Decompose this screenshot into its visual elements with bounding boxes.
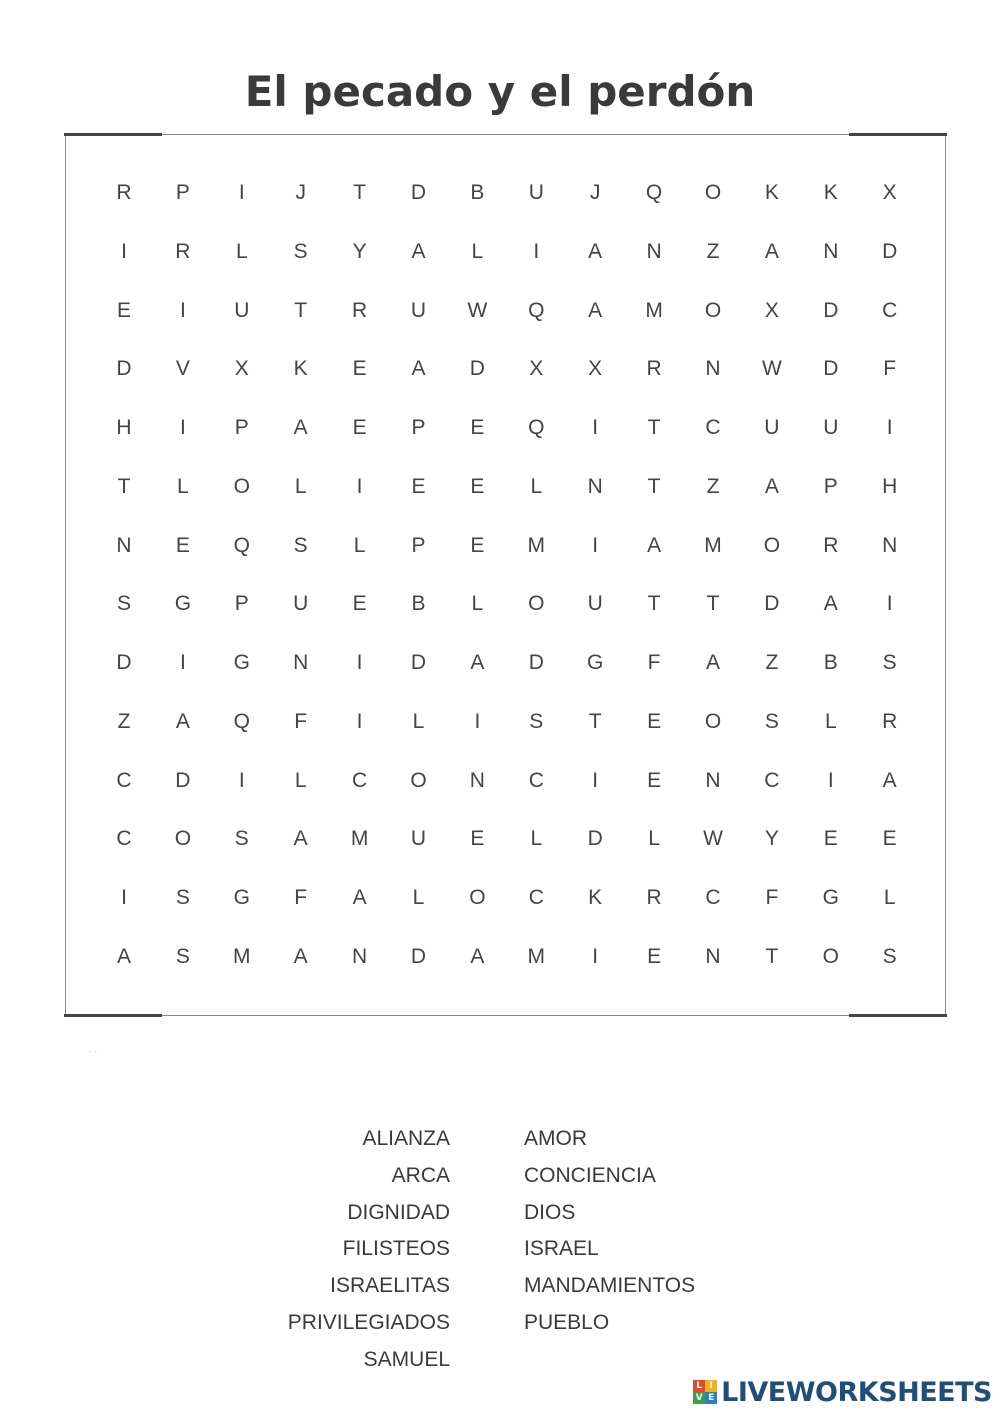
word-list-right	[524, 1121, 695, 1342]
grid-letter[interactable]: Y	[352, 239, 367, 263]
grid-letter[interactable]: M	[527, 533, 546, 557]
grid-letter[interactable]: S	[882, 944, 897, 968]
grid-letter[interactable]: Z	[706, 474, 720, 498]
grid-letter[interactable]: E	[470, 416, 485, 439]
word-list-item: FILISTEOS	[342, 1237, 450, 1261]
grid-letter[interactable]: A	[175, 709, 190, 733]
grid-letter[interactable]: K	[588, 886, 603, 909]
grid-letter[interactable]: F	[647, 651, 661, 674]
grid-letter[interactable]: Z	[117, 709, 131, 733]
grid-letter[interactable]: M	[704, 533, 722, 557]
grid-letter[interactable]: K	[293, 357, 308, 381]
grid-letter[interactable]: B	[411, 592, 426, 616]
grid-letter[interactable]: I	[121, 239, 127, 263]
grid-letter[interactable]: I	[238, 768, 245, 792]
grid-letter[interactable]: N	[705, 768, 721, 792]
grid-letter[interactable]: R	[352, 298, 368, 322]
grid-letter[interactable]: B	[823, 651, 838, 674]
word-list-item: ARCA	[391, 1163, 450, 1187]
grid-letter[interactable]: I	[592, 533, 599, 557]
grid-letter[interactable]: F	[765, 886, 779, 909]
word-list-item: DIGNIDAD	[347, 1200, 450, 1224]
word-list-item: CONCIENCIA	[524, 1163, 656, 1187]
grid-letter[interactable]: O	[704, 298, 722, 322]
grid-letter[interactable]: T	[647, 416, 661, 439]
grid-letter[interactable]: C	[882, 298, 898, 322]
grid-letter[interactable]: D	[587, 827, 603, 851]
grid-letter[interactable]: P	[411, 416, 426, 439]
grid-letter[interactable]: N	[705, 944, 721, 968]
logo-tile: E	[705, 1392, 717, 1404]
grid-letter[interactable]: J	[295, 181, 306, 204]
word-list-item: AMOR	[524, 1127, 587, 1150]
grid-letter[interactable]: I	[356, 474, 363, 498]
grid-letter[interactable]: A	[411, 239, 426, 263]
logo-tile: V	[693, 1392, 705, 1404]
grid-letter[interactable]: U	[587, 592, 603, 616]
grid-letter[interactable]: S	[293, 239, 308, 263]
grid-letter[interactable]: G	[233, 651, 250, 674]
grid-letter[interactable]: A	[705, 651, 720, 674]
grid-letter[interactable]: N	[646, 239, 662, 263]
word-list-item: SAMUEL	[363, 1347, 450, 1371]
grid-letter[interactable]: D	[410, 181, 427, 204]
grid-letter[interactable]: N	[882, 533, 898, 557]
grid-letter[interactable]: A	[764, 474, 779, 498]
grid-letter[interactable]: C	[705, 416, 721, 439]
liveworksheets-logo[interactable]	[693, 1374, 992, 1410]
grid-letter[interactable]: T	[117, 474, 131, 498]
grid-letter[interactable]: I	[474, 709, 481, 733]
grid-letter[interactable]: P	[823, 474, 838, 498]
grid-letter[interactable]: I	[533, 239, 540, 263]
grid-letter[interactable]: E	[175, 533, 190, 557]
grid-letter[interactable]: E	[882, 827, 897, 851]
grid-letter[interactable]: E	[352, 592, 367, 616]
grid-letter[interactable]: K	[823, 181, 838, 204]
grid-letter[interactable]: T	[294, 298, 308, 322]
grid-letter[interactable]: M	[233, 944, 251, 968]
grid-letter[interactable]: E	[470, 533, 485, 557]
grid-letter[interactable]: C	[352, 768, 368, 792]
grid-letter[interactable]: V	[175, 357, 190, 381]
grid-letter[interactable]: Q	[528, 416, 545, 439]
grid-letter[interactable]: O	[174, 827, 192, 851]
grid-letter[interactable]: O	[822, 944, 839, 968]
grid-letter[interactable]: D	[116, 651, 132, 674]
grid-letter[interactable]: D	[528, 651, 544, 674]
grid-letter[interactable]: N	[705, 357, 721, 381]
word-list-item: MANDAMIENTOS	[524, 1274, 696, 1298]
grid-letter[interactable]: E	[116, 298, 131, 322]
grid-letter[interactable]: A	[470, 651, 485, 674]
grid-letter[interactable]: H	[116, 416, 132, 439]
grid-letter[interactable]: T	[588, 709, 602, 733]
grid-letter[interactable]: A	[352, 886, 367, 909]
grid-letter[interactable]: W	[467, 298, 488, 322]
grid-letter[interactable]: G	[174, 592, 192, 616]
grid-letter[interactable]: D	[764, 592, 780, 616]
grid-letter[interactable]: P	[234, 592, 249, 616]
grid-letter[interactable]: T	[647, 474, 661, 498]
grid-letter[interactable]: W	[703, 827, 723, 851]
grid-letter[interactable]: L	[530, 474, 543, 498]
grid-letter[interactable]: C	[116, 827, 132, 851]
scan-smudge: · ·	[88, 1046, 98, 1057]
grid-letter[interactable]: R	[823, 533, 839, 557]
grid-letter[interactable]: L	[471, 592, 484, 616]
grid-letter[interactable]: S	[293, 533, 308, 557]
grid-letter[interactable]: I	[179, 298, 186, 322]
grid-letter[interactable]: L	[235, 239, 248, 263]
grid-letter[interactable]: F	[883, 357, 897, 381]
grid-letter[interactable]: E	[411, 474, 426, 498]
grid-letter[interactable]: H	[882, 474, 898, 498]
grid-letter[interactable]: L	[412, 709, 425, 733]
grid-letter[interactable]: R	[116, 181, 132, 204]
grid-letter[interactable]: P	[411, 533, 426, 557]
grid-letter[interactable]: N	[587, 474, 603, 498]
grid-letter[interactable]: L	[883, 886, 896, 909]
grid-letter[interactable]: T	[765, 944, 779, 968]
grid-letter[interactable]: C	[528, 886, 544, 909]
grid-letter[interactable]: Y	[764, 827, 779, 851]
grid-letter[interactable]: U	[528, 181, 544, 204]
grid-letter[interactable]: I	[121, 886, 127, 909]
logo-tile: L	[693, 1380, 705, 1392]
grid-letter[interactable]: L	[177, 474, 189, 498]
grid-letter[interactable]: D	[410, 944, 427, 968]
grid-letter[interactable]: A	[293, 827, 308, 851]
word-list-left	[288, 1121, 450, 1379]
grid-letter[interactable]: O	[704, 709, 722, 733]
grid-letter[interactable]: A	[647, 533, 662, 557]
grid-letter[interactable]: B	[470, 181, 485, 204]
grid-letter[interactable]: M	[350, 827, 369, 851]
grid-letter[interactable]: O	[233, 474, 250, 498]
grid-letter[interactable]: F	[294, 709, 308, 733]
grid-letter[interactable]: I	[356, 709, 363, 733]
grid-letter[interactable]: X	[234, 357, 249, 381]
grid-letter[interactable]: G	[587, 651, 604, 674]
grid-letter[interactable]: L	[530, 827, 543, 851]
grid-letter[interactable]: X	[882, 181, 897, 204]
grid-letter[interactable]: N	[352, 944, 368, 968]
grid-letter[interactable]: T	[647, 592, 661, 616]
grid-letter[interactable]: N	[469, 768, 485, 792]
grid-letter[interactable]: X	[588, 357, 603, 381]
grid-letter[interactable]: O	[410, 768, 427, 792]
grid-letter[interactable]: D	[175, 768, 191, 792]
brand-name: LIVEWORKSHEETS	[721, 1376, 992, 1408]
grid-letter[interactable]: U	[410, 827, 427, 851]
grid-letter[interactable]: U	[823, 416, 839, 439]
grid-letter[interactable]: E	[647, 709, 662, 733]
grid-letter[interactable]: D	[410, 651, 427, 674]
grid-letter[interactable]: A	[470, 944, 485, 968]
grid-letter[interactable]: C	[705, 886, 721, 909]
grid-letter[interactable]: E	[823, 827, 838, 851]
grid-letter[interactable]: E	[352, 357, 367, 381]
grid-letter[interactable]: T	[706, 592, 720, 616]
grid-letter[interactable]: Q	[645, 181, 663, 204]
grid-letter[interactable]: F	[294, 886, 308, 909]
grid-letter[interactable]: L	[353, 533, 366, 557]
grid-letter[interactable]: M	[645, 298, 663, 322]
grid-letter[interactable]: A	[764, 239, 779, 263]
grid-letter[interactable]: E	[647, 768, 662, 792]
grid-letter[interactable]: A	[116, 944, 131, 968]
logo-tile: I	[705, 1380, 717, 1392]
word-list-item: ISRAEL	[524, 1237, 599, 1261]
grid-letter[interactable]: A	[882, 768, 897, 792]
worksheet-title: El pecado y el perdón	[244, 67, 756, 116]
grid-letter[interactable]: L	[648, 827, 660, 851]
grid-letter[interactable]: S	[116, 592, 131, 616]
grid-letter[interactable]: Z	[706, 239, 720, 263]
grid-letter[interactable]: I	[592, 416, 599, 439]
grid-letter[interactable]: E	[647, 944, 662, 968]
grid-letter[interactable]: X	[764, 298, 779, 322]
grid-letter[interactable]: U	[410, 298, 427, 322]
grid-letter[interactable]: I	[179, 651, 186, 674]
grid-letter[interactable]: W	[761, 357, 782, 381]
grid-letter[interactable]: C	[116, 768, 132, 792]
grid-letter[interactable]: I	[886, 592, 893, 616]
grid-letter[interactable]: I	[592, 768, 599, 792]
grid-letter[interactable]: L	[294, 768, 307, 792]
grid-letter[interactable]: S	[764, 709, 779, 733]
grid-letter[interactable]: M	[527, 944, 546, 968]
word-list-item: PUEBLO	[524, 1310, 610, 1334]
grid-letter[interactable]: U	[234, 298, 250, 322]
grid-letter[interactable]: I	[827, 768, 834, 792]
grid-letter[interactable]: G	[822, 886, 839, 909]
word-list-item: DIOS	[524, 1200, 576, 1224]
grid-letter[interactable]: Q	[528, 298, 545, 322]
grid-letter[interactable]: L	[824, 709, 837, 733]
grid-letter[interactable]: K	[764, 181, 779, 204]
grid-letter[interactable]: L	[412, 886, 425, 909]
liveworksheets-icon	[693, 1380, 717, 1404]
grid-letter[interactable]: I	[592, 944, 599, 968]
grid-letter[interactable]: L	[471, 239, 484, 263]
grid-letter[interactable]: S	[234, 827, 249, 851]
word-list-item: ISRAELITAS	[330, 1274, 450, 1298]
grid-letter[interactable]: A	[588, 239, 603, 263]
grid-letter[interactable]: I	[886, 416, 893, 439]
grid-letter[interactable]: E	[470, 827, 485, 851]
grid-letter[interactable]: O	[469, 886, 486, 909]
grid-letter[interactable]: I	[356, 651, 363, 674]
grid-letter[interactable]: A	[293, 944, 308, 968]
grid-letter[interactable]: D	[823, 357, 839, 381]
word-list-item: ALIANZA	[362, 1127, 450, 1150]
grid-letter[interactable]: I	[179, 416, 186, 439]
grid-letter[interactable]: C	[764, 768, 780, 792]
grid-letter[interactable]: E	[470, 474, 485, 498]
grid-letter[interactable]: J	[589, 181, 601, 204]
grid-letter[interactable]: C	[528, 768, 544, 792]
grid-letter[interactable]: N	[116, 533, 132, 557]
grid-letter[interactable]: A	[411, 357, 426, 381]
grid-letter[interactable]: S	[882, 651, 897, 674]
grid-letter[interactable]: U	[764, 416, 780, 439]
word-list-item: PRIVILEGIADOS	[287, 1310, 450, 1334]
grid-letter[interactable]: O	[528, 592, 545, 616]
grid-letter[interactable]: R	[175, 239, 191, 263]
grid-letter[interactable]: S	[175, 886, 190, 909]
grid-letter[interactable]: A	[588, 298, 603, 322]
grid-letter[interactable]: S	[529, 709, 544, 733]
grid-letter[interactable]: D	[469, 357, 485, 381]
grid-letter[interactable]: I	[238, 181, 245, 204]
grid-letter[interactable]: A	[823, 592, 838, 616]
grid-letter[interactable]: R	[882, 709, 898, 733]
grid-letter[interactable]: P	[175, 181, 190, 204]
grid-letter[interactable]: D	[882, 239, 898, 263]
grid-letter[interactable]: E	[352, 416, 367, 439]
grid-letter[interactable]: Q	[233, 533, 250, 557]
grid-letter[interactable]: N	[293, 651, 309, 674]
grid-letter[interactable]: S	[175, 944, 190, 968]
grid-letter[interactable]: A	[293, 416, 308, 439]
grid-letter[interactable]: N	[823, 239, 839, 263]
grid-letter[interactable]: T	[353, 181, 366, 204]
grid-letter[interactable]: D	[116, 357, 132, 381]
grid-letter[interactable]: R	[646, 886, 662, 909]
grid-letter[interactable]: G	[233, 886, 250, 909]
grid-letter[interactable]: O	[704, 181, 722, 204]
grid-letter[interactable]: Z	[765, 651, 779, 674]
grid-letter[interactable]: D	[823, 298, 839, 322]
grid-letter[interactable]: P	[234, 416, 249, 439]
grid-letter[interactable]: L	[294, 474, 307, 498]
grid-letter[interactable]: X	[529, 357, 544, 381]
grid-letter[interactable]: Q	[233, 709, 250, 733]
grid-letter[interactable]: R	[646, 357, 662, 381]
grid-letter[interactable]: O	[763, 533, 781, 557]
grid-letter[interactable]: U	[293, 592, 309, 616]
